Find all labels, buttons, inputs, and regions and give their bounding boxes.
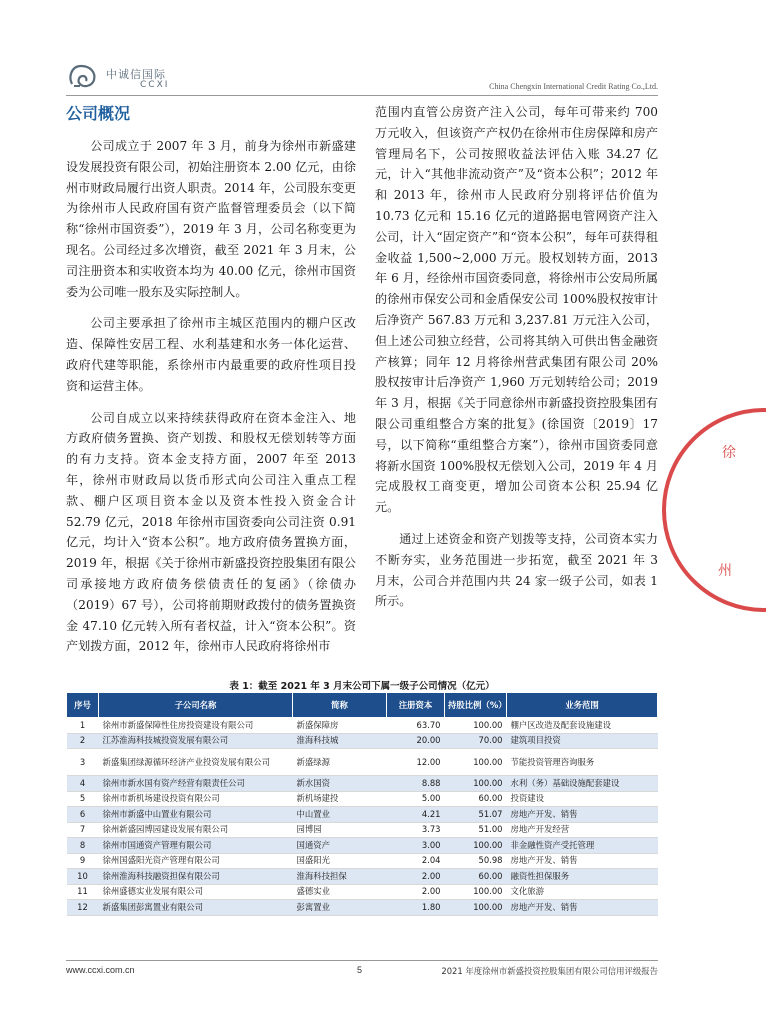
paragraph: 公司自成立以来持续获得政府在资本金注入、地方政府债务置换、资产划拨、和股权无偿划转等方面的有力支持。资本金支持方面，2007 年至 2013 年，徐州市财政局以货币形式向公司注入重点工程款、棚户区项目资本金以及资本性投入资金合计 52.79 亿元，2018 年徐州市国资委向公司注资 0.91 亿元，均计入“资本公积”。地方政府债务置换方面，2019 年，根据《关于徐州市新盛投资控股集团有限公司承接地方政府债务偿债责任的复函》（徐债办（2019）67 号），公司将前期财政拨付的债务置换资金 47.10 亿元转入所有者权益，计入“资本公积”。资产划拨方面，2012 年，徐州市人民政府将徐州市	[66, 410, 356, 654]
table-body	[67, 718, 658, 916]
cell-name: 徐州市新水国有资产经营有限责任公司	[99, 776, 293, 792]
cell-abbr: 新盛保障房	[293, 718, 387, 734]
ccxi-logo	[66, 62, 186, 94]
cell-abbr: 园博园	[293, 822, 387, 838]
table-header-row	[67, 693, 658, 718]
cell-capital: 3.73	[387, 822, 445, 838]
cell-name: 徐州市国通资产管理有限公司	[99, 838, 293, 854]
header-capital: 注册资本	[387, 693, 445, 718]
cell-abbr: 彭寓置业	[293, 900, 387, 916]
table-row	[67, 853, 658, 869]
cell-pct: 100.00	[445, 884, 507, 900]
cell-capital: 8.88	[387, 776, 445, 792]
cell-name: 徐州新盛园博园建设发展有限公司	[99, 822, 293, 838]
cell-capital: 63.70	[387, 718, 445, 734]
cell-capital: 4.21	[387, 807, 445, 823]
cell-no: 1	[67, 718, 99, 734]
cell-no: 10	[67, 869, 99, 885]
cell-name: 新盛集团彭寓置业有限公司	[99, 900, 293, 916]
cell-no: 11	[67, 884, 99, 900]
cell-capital: 2.04	[387, 853, 445, 869]
cell-name: 徐州国盛阳光资产管理有限公司	[99, 853, 293, 869]
cell-pct: 100.00	[445, 900, 507, 916]
cell-business: 棚户区改造及配套设施建设	[507, 718, 658, 734]
table-row	[67, 822, 658, 838]
footer-divider	[66, 960, 658, 961]
header-abbr: 简称	[293, 693, 387, 718]
cell-pct: 70.00	[445, 733, 507, 749]
cell-no: 5	[67, 791, 99, 807]
table-row	[67, 838, 658, 854]
header-business: 业务范围	[507, 693, 658, 718]
header-divider	[66, 95, 658, 96]
right-column	[375, 102, 658, 623]
cell-capital: 2.00	[387, 869, 445, 885]
cell-business: 融资性担保服务	[507, 869, 658, 885]
cell-business: 房地产开发、销售	[507, 807, 658, 823]
cell-no: 8	[67, 838, 99, 854]
subsidiaries-table	[66, 692, 658, 916]
table-caption: 表 1：截至 2021 年 3 月末公司下属一级子公司情况（亿元）	[229, 681, 495, 692]
red-seal-stamp	[706, 395, 766, 625]
header-pct: 持股比例（%）	[445, 693, 507, 718]
cell-no: 3	[67, 749, 99, 776]
cell-name: 新盛集团绿源循环经济产业投资发展有限公司	[99, 749, 293, 776]
cell-pct: 51.00	[445, 822, 507, 838]
table-row	[67, 776, 658, 792]
cell-abbr: 国通资产	[293, 838, 387, 854]
cell-abbr: 淮海科技担保	[293, 869, 387, 885]
cell-abbr: 新盛绿源	[293, 749, 387, 776]
logo-english-name: CCXI	[140, 80, 170, 90]
cell-pct: 100.00	[445, 776, 507, 792]
cell-business: 房地产开发经营	[507, 822, 658, 838]
cell-name: 徐州市新机场建设投资有限公司	[99, 791, 293, 807]
table-row	[67, 900, 658, 916]
cell-capital: 12.00	[387, 749, 445, 776]
logo-chinese-name: 中诚信国际	[106, 68, 166, 81]
paragraph: 范围内直管公房资产注入公司，每年可带来约 700 万元收入，但该资产产权仍在徐州市住房保障和房产管理局名下，公司按照收益法评估入账 34.27 亿元，计入“其他非流动资产”及“资本公积”；2012 年和 2013 年，徐州市人民政府分别将评估价值为 10.73 亿元和 15.16 亿元的道路据电管网资产注入公司，计入“固定资产”和“资本公积”，每年可获得租金收益 1,500~2,000 万元。股权划转方面，2013 年 6 月，经徐州市国资委同意，将徐州市公安局所属的徐州市保安公司和金盾保安公司 100%股权按审计后净资产 567.83 万元和 3,237.81 万元注入公司，但上述公司独立经营，公司将其纳入可供出售金融资产核算；同年 12 月将徐州营武集团有限公司 20%股权按审计后净资产 1,960 万元划转给公司；2019 年 3 月，根据《关于同意徐州市新盛投资控股集团有限公司重组整合方案的批复》(徐国资〔2019〕17 号，以下简称“重组整合方案”），徐州市国资委同意将新水国资 100%股权无偿划入公司，2019 年 4 月完成股权工商变更，增加公司资本公积 25.94 亿元。	[375, 105, 658, 515]
cell-name: 徐州市新盛保障性住房投资建设有限公司	[99, 718, 293, 734]
cell-no: 2	[67, 733, 99, 749]
cell-pct: 100.00	[445, 838, 507, 854]
cell-capital: 3.00	[387, 838, 445, 854]
cell-no: 4	[67, 776, 99, 792]
cell-pct: 50.98	[445, 853, 507, 869]
cell-pct: 100.00	[445, 749, 507, 776]
cell-capital: 2.00	[387, 884, 445, 900]
table-row	[67, 884, 658, 900]
section-title: 公司概况	[66, 104, 131, 123]
cell-abbr: 中山置业	[293, 807, 387, 823]
table-row	[67, 718, 658, 734]
table-row	[67, 869, 658, 885]
cell-abbr: 盛德实业	[293, 884, 387, 900]
cell-pct: 51.07	[445, 807, 507, 823]
table-row	[67, 749, 658, 776]
cell-no: 9	[67, 853, 99, 869]
cell-no: 12	[67, 900, 99, 916]
ccxi-logo-icon	[66, 62, 100, 90]
cell-no: 7	[67, 822, 99, 838]
cell-pct: 60.00	[445, 791, 507, 807]
cell-capital: 1.80	[387, 900, 445, 916]
cell-abbr: 淮海科技城	[293, 733, 387, 749]
cell-pct: 100.00	[445, 718, 507, 734]
header-no: 序号	[67, 693, 99, 718]
cell-business: 节能投资管理咨询服务	[507, 749, 658, 776]
header-name: 子公司名称	[99, 693, 293, 718]
table-row	[67, 791, 658, 807]
cell-abbr: 新水国资	[293, 776, 387, 792]
cell-name: 徐州市新盛中山置业有限公司	[99, 807, 293, 823]
page-number: 5	[357, 965, 363, 975]
cell-business: 房地产开发、销售	[507, 853, 658, 869]
footer-report-title: 2021 年度徐州市新盛投资控股集团有限公司信用评级报告	[441, 966, 658, 976]
table-row	[67, 733, 658, 749]
cell-business: 房地产开发、销售	[507, 900, 658, 916]
footer-website: www.ccxi.com.cn	[66, 965, 135, 975]
left-column	[66, 102, 356, 668]
cell-business: 非金融性资产受托管理	[507, 838, 658, 854]
cell-no: 6	[67, 807, 99, 823]
paragraph: 公司主要承担了徐州市主城区范围内的棚户区改造、保障性安居工程、水利基建和水务一体化运营、政府代建等职能，系徐州市内最重要的政府性项目投资和运营主体。	[66, 316, 356, 393]
paragraph: 公司成立于 2007 年 3 月，前身为徐州市新盛建设发展投资有限公司，初始注册资本 2.00 亿元，由徐州市财政局履行出资人职责。2014 年，公司股东变更为徐州市人民政府国有资产监督管理委员会（以下简称“徐州市国资委”），2019 年 3 月，公司名称变更为现名。公司经过多次增资，截至 2021 年 3 月末，公司注册资本和实收资本均为 40.00 亿元，徐州市国资委为公司唯一股东及实际控制人。	[66, 139, 356, 299]
cell-business: 水利（务）基础设施配套建设	[507, 776, 658, 792]
cell-name: 徐州淮海科技融资担保有限公司	[99, 869, 293, 885]
svg-text:州: 州	[718, 563, 732, 579]
cell-business: 文化旅游	[507, 884, 658, 900]
cell-business: 建筑项目投资	[507, 733, 658, 749]
cell-capital: 20.00	[387, 733, 445, 749]
cell-abbr: 新机场建投	[293, 791, 387, 807]
cell-pct: 60.00	[445, 869, 507, 885]
table-row	[67, 807, 658, 823]
cell-name: 江苏淮海科技城投资发展有限公司	[99, 733, 293, 749]
paragraph: 通过上述资金和资产划拨等支持，公司资本实力不断夯实，业务范围进一步拓宽，截至 2021 年 3 月末，公司合并范围内共 24 家一级子公司，如表 1 所示。	[375, 531, 658, 609]
company-english-name: China Chengxin International Credit Rating Co.,Ltd.	[489, 82, 658, 91]
cell-abbr: 国盛阳光	[293, 853, 387, 869]
page-header	[66, 62, 658, 94]
cell-capital: 5.00	[387, 791, 445, 807]
cell-business: 投资建设	[507, 791, 658, 807]
svg-text:徐: 徐	[722, 445, 736, 461]
cell-name: 徐州盛德实业发展有限公司	[99, 884, 293, 900]
